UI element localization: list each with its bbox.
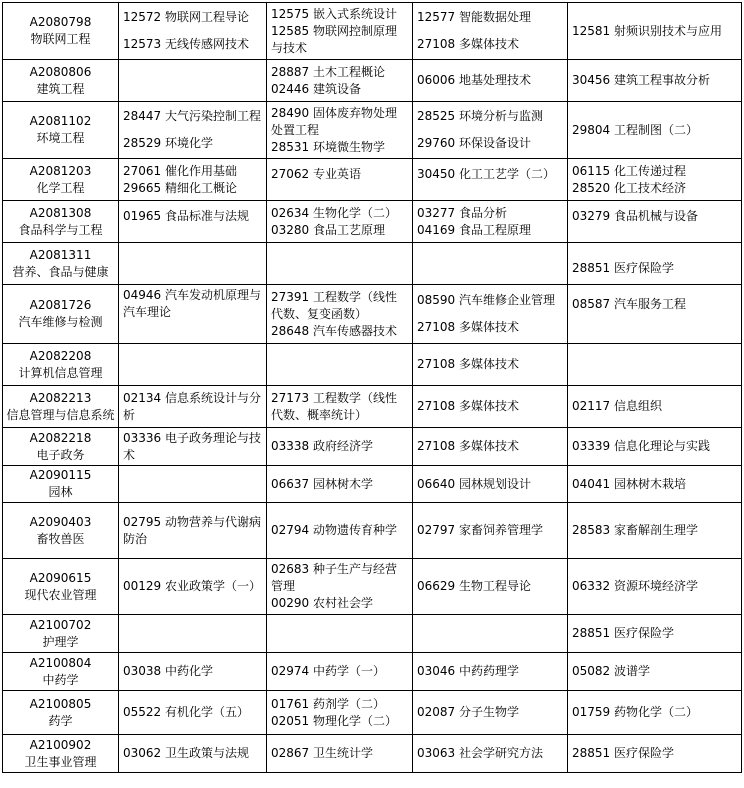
major-code: A2100702 [29,617,92,632]
major-name: 电子政务 [36,447,85,462]
course-cell [413,285,568,344]
course-cell [119,615,267,653]
course-entry: 02087 分子生物学 [417,705,519,719]
table-row [3,653,742,691]
spacer [123,125,262,135]
course-cell [568,3,742,60]
table-row [3,428,742,466]
major-cell [3,428,119,466]
course-cell [267,386,413,428]
course-entry: 29665 精细化工概论 [123,180,237,195]
course-cell [568,60,742,102]
major-code: A2082208 [29,348,92,363]
course-cell [267,559,413,615]
course-entry: 12585 物联网控制原理与技术 [271,23,397,55]
course-entry: 02634 生物化学（二） [271,205,397,220]
major-cell [3,735,119,773]
major-code: A2082218 [29,430,92,445]
course-cell [267,60,413,102]
course-entry: 28490 固体废弃物处理处置工程 [271,105,397,137]
course-cell [413,615,568,653]
table-row [3,3,742,60]
spacer [572,323,737,333]
course-entry: 08590 汽车维修企业管理 [417,293,555,307]
course-entry: 05522 有机化学（五） [123,705,249,719]
table-row [3,503,742,559]
major-code: A2081726 [29,298,92,312]
major-code: A2081203 [29,163,92,178]
course-cell [267,653,413,691]
course-entry: 28851 医疗保险学 [572,261,674,275]
course-entry: 06115 化工传递过程 [572,163,686,178]
table-row [3,159,742,201]
course-cell [267,735,413,773]
course-entry: 28447 大气污染控制工程 [123,109,261,123]
major-cell [3,503,119,559]
course-entry: 02134 信息系统设计与分析 [123,390,261,422]
course-cell [568,243,742,285]
course-cell [119,201,267,243]
major-cell [3,386,119,428]
course-entry: 28583 家畜解剖生理学 [572,523,698,537]
spacer [271,183,408,193]
course-cell [568,159,742,201]
major-cell [3,285,119,344]
course-entry: 12575 嵌入式系统设计 [271,6,397,21]
major-code: A2090615 [29,570,92,585]
table-body [3,3,742,773]
course-entry: 02683 种子生产与经营管理 [271,562,397,593]
course-cell [119,344,267,386]
course-entry: 29760 环保设备设计 [417,136,531,150]
course-entry: 06640 园林规划设计 [417,476,531,491]
course-entry: 27391 工程数学（线性代数、复变函数） [271,289,397,321]
table-row [3,386,742,428]
course-entry: 04946 汽车发动机原理与汽车理论 [123,288,261,319]
major-name: 环境工程 [36,131,85,145]
course-cell [413,386,568,428]
course-cell [568,102,742,159]
course-cell [568,386,742,428]
course-entry: 27108 多媒体技术 [417,37,519,51]
course-entry: 02974 中药学（一） [271,664,385,678]
course-cell [119,243,267,285]
course-cell [119,3,267,60]
course-entry: 03280 食品工艺原理 [271,222,385,237]
course-cell [568,615,742,653]
major-cell [3,466,119,503]
course-cell [119,466,267,503]
course-entry: 03336 电子政务理论与技术 [123,430,261,462]
major-code: A2081102 [29,114,92,128]
major-name: 汽车维修与检测 [18,315,103,329]
major-name: 营养、食品与健康 [12,264,109,279]
course-entry: 27062 专业英语 [271,167,361,181]
course-entry: 28531 环境微生物学 [271,139,385,154]
course-cell [267,102,413,159]
major-name: 畜牧兽医 [36,531,85,546]
major-cell [3,243,119,285]
course-entry: 28851 医疗保险学 [572,746,674,760]
course-cell [119,503,267,559]
spacer [123,225,262,235]
course-entry: 02051 物理化学（二） [271,713,397,728]
major-name: 药学 [48,713,73,728]
spacer [123,321,262,331]
course-entry: 12577 智能数据处理 [417,10,531,24]
spacer [417,183,563,193]
course-entry: 04169 食品工程原理 [417,222,531,237]
major-cell [3,60,119,102]
course-entry: 02795 动物营养与代谢病防治 [123,514,261,546]
course-cell [119,102,267,159]
course-entry: 27108 多媒体技术 [417,439,519,453]
major-code: A2090403 [29,514,92,529]
course-cell [267,503,413,559]
major-name: 建筑工程 [36,81,85,96]
course-cell [568,466,742,503]
course-entry: 00129 农业政策学（一） [123,579,261,593]
major-name: 信息管理与信息系统 [6,407,115,422]
table-row [3,691,742,735]
table-row [3,559,742,615]
course-cell [413,428,568,466]
course-cell [119,285,267,344]
course-cell [267,3,413,60]
course-entry: 03338 政府经济学 [271,439,373,453]
major-cell [3,344,119,386]
table-row [3,201,742,243]
course-entry: 30450 化工工艺学（二） [417,167,555,181]
course-cell [568,285,742,344]
course-entry: 27061 催化作用基础 [123,163,237,178]
major-name: 化学工程 [36,180,85,195]
course-entry: 04041 园林树木栽培 [572,476,686,491]
course-cell [413,3,568,60]
major-cell [3,615,119,653]
course-entry: 27108 多媒体技术 [417,357,519,371]
table-row [3,344,742,386]
course-entry: 06637 园林树木学 [271,476,373,491]
spacer [123,331,262,341]
major-name: 计算机信息管理 [18,365,103,380]
course-cell [267,243,413,285]
course-entry: 03046 中药药理学 [417,664,519,678]
course-cell [413,344,568,386]
spacer [572,250,737,260]
table-row [3,735,742,773]
course-entry: 03062 卫生政策与法规 [123,746,249,760]
course-cell [267,466,413,503]
spacer [417,309,563,319]
major-name: 园林 [48,485,73,499]
major-cell [3,3,119,60]
course-entry: 27108 多媒体技术 [417,320,519,334]
course-entry: 27108 多媒体技术 [417,399,519,413]
course-cell [119,60,267,102]
course-cell [119,735,267,773]
course-entry: 28525 环境分析与监测 [417,109,543,123]
major-code: A2080806 [29,64,92,79]
course-entry: 02794 动物遗传育种学 [271,523,397,537]
major-code: A2081308 [29,205,92,220]
course-entry: 06629 生物工程导论 [417,579,531,593]
course-cell [119,653,267,691]
major-name: 护理学 [42,634,79,649]
course-entry: 28520 化工技术经济 [572,180,686,195]
major-cell [3,559,119,615]
major-cell [3,102,119,159]
course-cell [267,344,413,386]
course-entry: 02446 建筑设备 [271,81,361,96]
major-name: 现代农业管理 [24,587,97,602]
course-entry: 27173 工程数学（线性代数、概率统计） [271,390,397,422]
course-cell [568,503,742,559]
course-entry: 03063 社会学研究方法 [417,746,543,760]
major-code: A2100805 [29,696,92,711]
spacer [417,125,563,135]
course-entry: 05082 波谱学 [572,664,650,678]
course-cell [267,159,413,201]
course-entry: 28887 土木工程概论 [271,64,385,79]
table-row [3,615,742,653]
major-code: A2100902 [29,737,92,752]
major-code: A2082213 [29,390,92,405]
course-cell [413,466,568,503]
course-entry: 02117 信息组织 [572,399,662,413]
major-name: 中药学 [42,672,79,687]
course-cell [119,428,267,466]
course-cell [413,243,568,285]
major-cell [3,201,119,243]
table-row [3,243,742,285]
spacer [417,26,563,36]
course-entry: 28529 环境化学 [123,136,213,150]
course-entry: 06332 资源环境经济学 [572,579,698,593]
course-cell [568,653,742,691]
course-cell [119,386,267,428]
course-entry: 02797 家畜饲养管理学 [417,523,543,537]
course-entry: 12573 无线传感网技术 [123,37,249,51]
table-row [3,60,742,102]
course-entry: 08587 汽车服务工程 [572,296,686,311]
course-entry: 28648 汽车传感器技术 [271,323,397,338]
course-cell [267,691,413,735]
course-cell [568,735,742,773]
course-cell [267,201,413,243]
spacer [572,225,737,235]
course-entry: 28851 医疗保险学 [572,626,674,640]
course-cell [568,344,742,386]
course-entry: 01759 药物化学（二） [572,705,698,719]
course-entry: 03339 信息化理论与实践 [572,439,710,453]
course-entry: 30456 建筑工程事故分析 [572,73,710,87]
course-cell [119,691,267,735]
major-code: A2090115 [29,468,92,482]
course-cell [119,559,267,615]
major-name: 食品科学与工程 [18,222,103,237]
table-row [3,466,742,503]
course-cell [413,559,568,615]
course-cell [568,691,742,735]
course-entry: 12581 射频识别技术与应用 [572,23,722,38]
course-cell [413,102,568,159]
table-row [3,285,742,344]
course-entry: 03277 食品分析 [417,205,507,220]
course-entry: 06006 地基处理技术 [417,73,531,87]
course-cell [119,159,267,201]
spacer [572,313,737,323]
course-entry: 00290 农村社会学 [271,596,373,610]
course-cell [413,159,568,201]
course-cell [413,503,568,559]
table-row [3,102,742,159]
exam-course-table [2,2,742,773]
major-name: 物联网工程 [30,32,91,46]
course-entry: 01761 药剂学（二） [271,696,385,711]
course-cell [413,691,568,735]
major-cell [3,653,119,691]
course-cell [267,428,413,466]
major-code: A2081311 [29,247,92,262]
course-cell [568,428,742,466]
major-code: A2100804 [29,655,92,670]
course-cell [413,653,568,691]
major-cell [3,691,119,735]
course-entry: 03038 中药化学 [123,664,213,678]
course-cell [267,285,413,344]
course-cell [568,559,742,615]
course-entry: 02867 卫生统计学 [271,746,373,760]
major-code: A2080798 [29,15,92,29]
major-cell [3,159,119,201]
major-name: 卫生事业管理 [24,754,97,769]
course-entry: 01965 食品标准与法规 [123,209,249,223]
course-cell [413,60,568,102]
course-entry: 03279 食品机械与设备 [572,209,698,223]
course-cell [568,201,742,243]
course-cell [267,615,413,653]
course-cell [413,201,568,243]
spacer [123,26,262,36]
course-entry: 12572 物联网工程导论 [123,10,249,24]
course-cell [413,735,568,773]
course-entry: 29804 工程制图（二） [572,122,698,137]
